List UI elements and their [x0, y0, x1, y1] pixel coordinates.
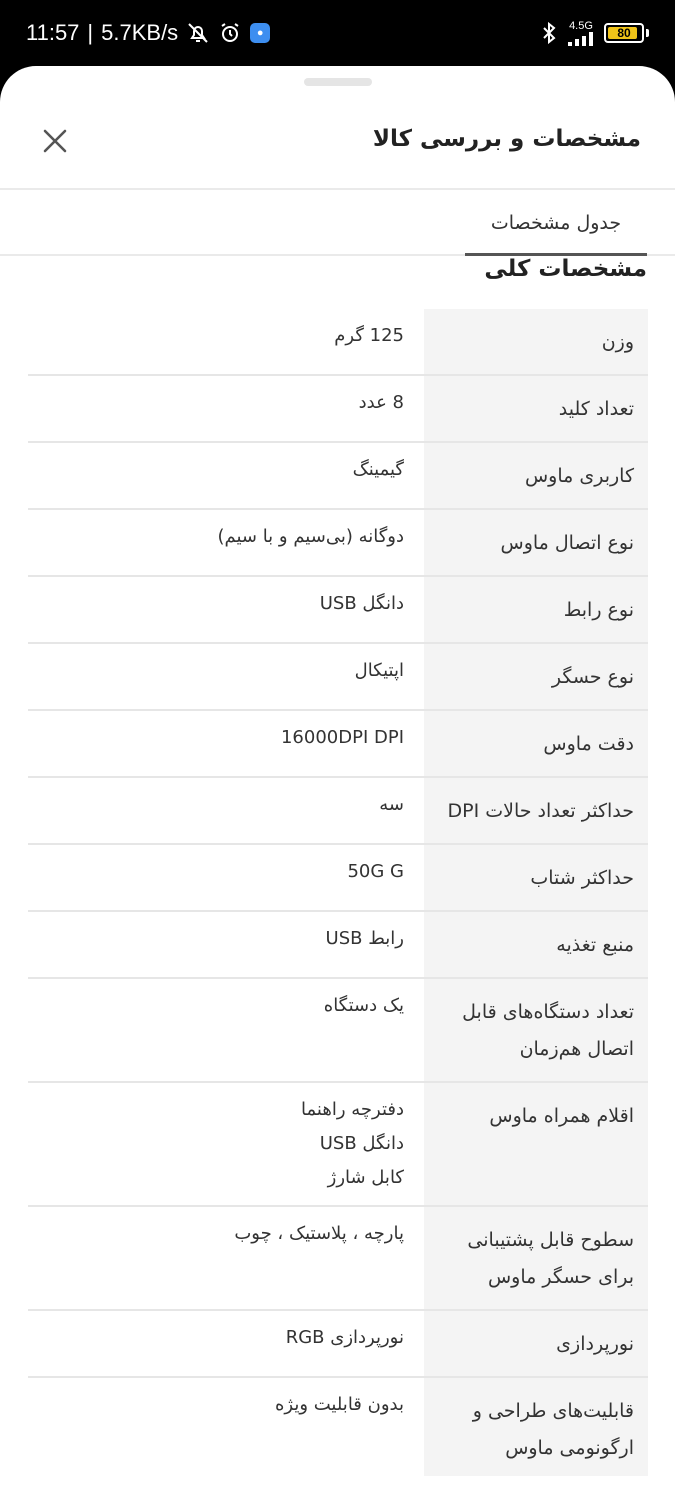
spec-value	[28, 510, 424, 575]
spec-value	[28, 778, 424, 843]
bluetooth-icon	[540, 21, 558, 45]
spec-value	[28, 443, 424, 508]
spec-row	[28, 376, 648, 443]
spec-row	[28, 1378, 648, 1480]
spec-value-line: رابط USB	[325, 928, 404, 949]
battery-icon	[604, 23, 644, 43]
spec-value-line: 125 گرم	[334, 325, 404, 346]
close-button[interactable]	[38, 124, 72, 158]
close-icon	[42, 128, 68, 154]
status-right	[540, 21, 649, 46]
spec-key: حداکثر تعداد حالات DPI	[424, 778, 648, 843]
network-speed: 5.7KB/s	[101, 20, 179, 45]
spec-value	[28, 309, 424, 374]
spec-key: دقت ماوس	[424, 711, 648, 776]
spec-value-line: 50G G	[347, 861, 404, 882]
spec-value	[28, 979, 424, 1081]
spec-row	[28, 912, 648, 979]
tab-bar	[0, 192, 675, 256]
spec-row	[28, 1311, 648, 1378]
spec-value-line: گیمینگ	[352, 459, 404, 480]
spec-bottom-sheet	[0, 66, 675, 1500]
spec-value	[28, 1207, 424, 1309]
spec-key: نورپردازی	[424, 1311, 648, 1376]
signal-icon	[568, 21, 594, 46]
spec-value	[28, 711, 424, 776]
spec-value-line: دفترچه راهنما	[301, 1099, 404, 1120]
spec-value-line: دانگل USB	[319, 593, 404, 614]
network-type: 4.5G	[569, 19, 593, 32]
battery-level: 80	[617, 26, 631, 40]
spec-row	[28, 711, 648, 778]
spec-row	[28, 443, 648, 510]
spec-value-line: کابل شارژ	[327, 1167, 404, 1188]
spec-key: نوع حسگر	[424, 644, 648, 709]
status-separator: |	[87, 20, 94, 45]
spec-key: تعداد کلید	[424, 376, 648, 441]
tab-spec-table[interactable]: جدول مشخصات	[465, 192, 647, 256]
section-title: مشخصات کلی	[484, 256, 647, 282]
sheet-title: مشخصات و بررسی کالا	[372, 126, 641, 152]
spec-key: حداکثر شتاب	[424, 845, 648, 910]
spec-row	[28, 778, 648, 845]
spec-row	[28, 845, 648, 912]
spec-value	[28, 845, 424, 910]
drag-handle[interactable]	[304, 78, 372, 86]
navigation-bar	[0, 1476, 675, 1500]
app-icon: ●	[250, 23, 270, 43]
spec-value	[28, 577, 424, 642]
spec-key: تعداد دستگاه‌های قابل اتصال هم‌زمان	[424, 979, 648, 1081]
spec-row	[28, 510, 648, 577]
alarm-icon	[218, 21, 242, 45]
spec-row	[28, 1207, 648, 1311]
spec-key: منبع تغذیه	[424, 912, 648, 977]
spec-key: قابلیت‌های طراحی و ارگونومی ماوس	[424, 1378, 648, 1480]
spec-value-line: دوگانه (بی‌سیم و با سیم)	[217, 526, 404, 547]
spec-value	[28, 1083, 424, 1205]
spec-value-line: 16000DPI DPI	[280, 727, 404, 748]
spec-value	[28, 912, 424, 977]
spec-row	[28, 979, 648, 1083]
spec-row	[28, 309, 648, 376]
spec-value	[28, 1311, 424, 1376]
spec-value-line: 8 عدد	[358, 392, 404, 413]
spec-row	[28, 1083, 648, 1207]
spec-value-line: پارچه ، پلاستیک ، چوب	[234, 1223, 404, 1244]
mute-icon	[186, 21, 210, 45]
spec-row	[28, 577, 648, 644]
spec-value	[28, 1378, 424, 1480]
spec-value-line: نورپردازی RGB	[285, 1327, 404, 1348]
spec-value	[28, 376, 424, 441]
spec-key: نوع رابط	[424, 577, 648, 642]
sheet-header	[0, 106, 675, 190]
spec-key: سطوح قابل پشتیبانی برای حسگر ماوس	[424, 1207, 648, 1309]
spec-value-line: سه	[379, 794, 404, 815]
spec-table	[28, 309, 648, 1480]
spec-value-line: بدون قابلیت ویژه	[274, 1394, 404, 1415]
spec-value	[28, 644, 424, 709]
spec-key: وزن	[424, 309, 648, 374]
spec-value-line: یک دستگاه	[323, 995, 404, 1016]
spec-value-line: اپتیکال	[354, 660, 404, 681]
spec-key: نوع اتصال ماوس	[424, 510, 648, 575]
status-bar	[0, 0, 675, 66]
status-time: 11:57	[26, 20, 80, 45]
spec-key: اقلام همراه ماوس	[424, 1083, 648, 1205]
status-left	[26, 20, 270, 46]
spec-row	[28, 644, 648, 711]
spec-value-line: دانگل USB	[319, 1133, 404, 1154]
spec-key: کاربری ماوس	[424, 443, 648, 508]
